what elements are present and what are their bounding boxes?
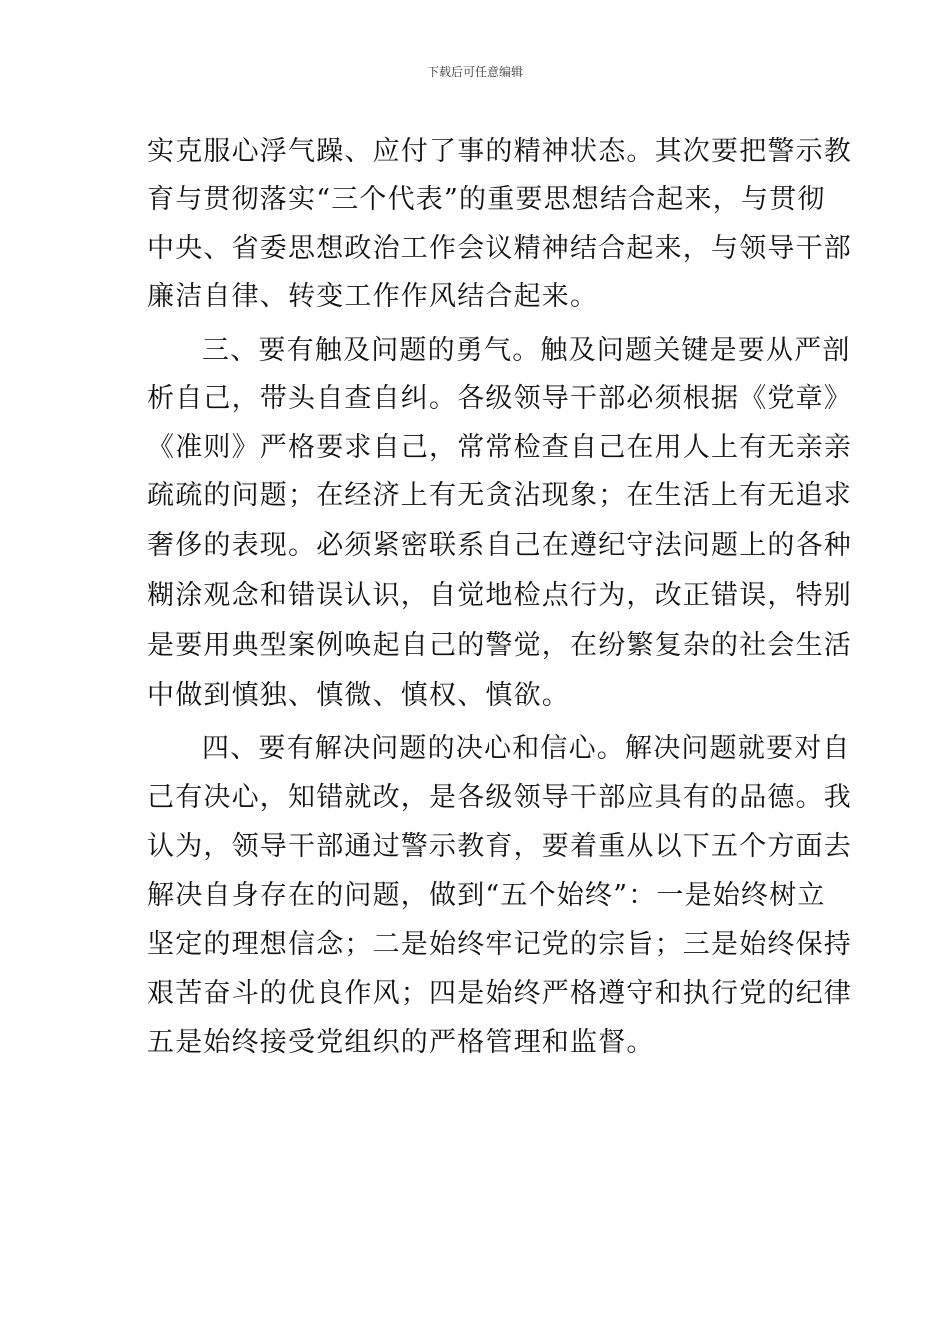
text-line: 中做到慎独、慎微、慎权、慎欲。 [147,680,570,711]
text-line: 析自己，带头自查自纠。各级领导干部必须根据《党章》 [147,383,852,414]
text-line: 疏疏的问题；在经济上有无贪沾现象；在生活上有无追求 [147,480,852,511]
text-line: 育与贯彻落实“三个代表”的重要思想结合起来，与贯彻 [147,184,826,215]
text-line: 解决自身存在的问题，做到“五个始终”：一是始终树立 [147,880,826,911]
text-line: 《准则》严格要求自己，常常检查自己在用人上有无亲亲 [147,432,852,463]
text-line: 五是始终接受党组织的严格管理和监督。 [147,1027,655,1058]
text-line: 实克服心浮气躁、应付了事的精神状态。其次要把警示教 [147,136,852,167]
text-line: 坚定的理想信念；二是始终牢记党的宗旨；三是始终保持 [147,929,852,960]
text-line: 艰苦奋斗的优良作风；四是始终严格遵守和执行党的纪律 [147,978,852,1009]
text-line: 廉洁自律、转变工作作风结合起来。 [147,281,599,312]
text-line: 己有决心，知错就改，是各级领导干部应具有的品德。我 [147,782,852,813]
text-line: 是要用典型案例唤起自己的警觉，在纷繁复杂的社会生活 [147,630,852,661]
text-line: 认为，领导干部通过警示教育，要着重从以下五个方面去 [147,831,852,862]
text-line: 糊涂观念和错误认识，自觉地检点行为，改正错误，特别 [147,580,852,611]
page-header-note: 下载后可任意编辑 [426,65,523,79]
text-line: 奢侈的表现。必须紧密联系自己在遵纪守法问题上的各种 [147,530,852,561]
text-line: 四、要有解决问题的决心和信心。解决问题就要对自 [202,733,851,764]
text-line: 三、要有触及问题的勇气。触及问题关键是要从严剖 [202,335,851,366]
text-line: 中央、省委思想政治工作会议精神结合起来，与领导干部 [147,233,852,264]
